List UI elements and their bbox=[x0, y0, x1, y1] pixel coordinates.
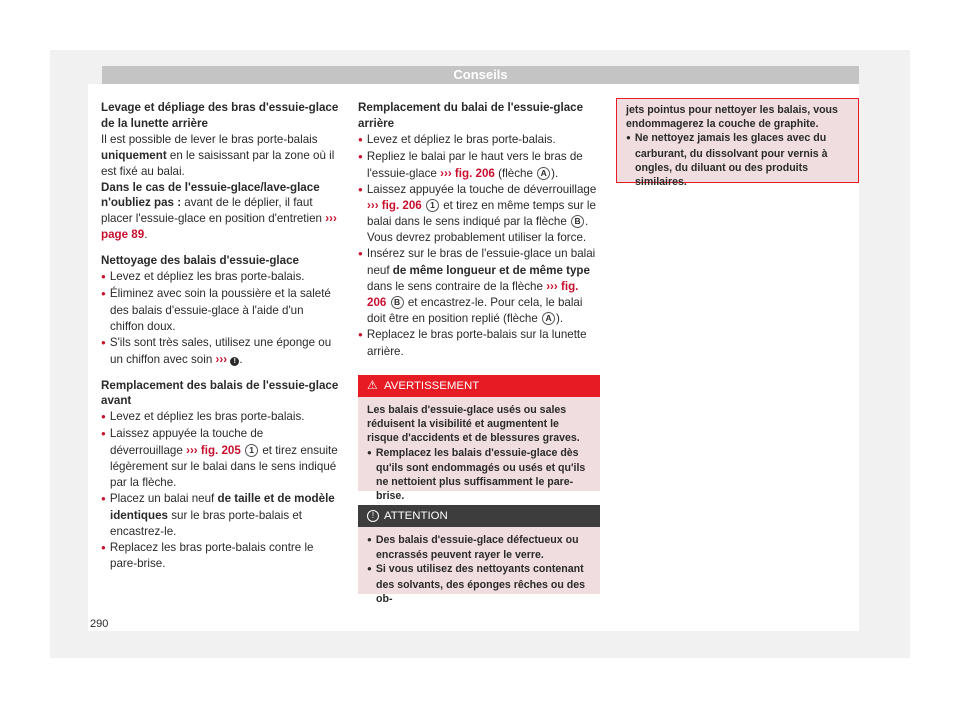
page-content bbox=[88, 84, 859, 631]
warning-bullet: ● Remplacez les balais d'essuie-glace dès qu'ils sont endommagés ou usés et qu'ils ne nettoient plus suffisamment le pare-brise. bbox=[367, 446, 591, 504]
callout-b: B bbox=[571, 215, 584, 228]
link-page-89[interactable]: ››› page 89 bbox=[101, 212, 337, 242]
callout-a: A bbox=[542, 312, 555, 325]
page-number: 290 bbox=[90, 618, 109, 630]
column-2 bbox=[358, 100, 598, 360]
callout-1: 1 bbox=[245, 444, 258, 457]
continuation-text: jets pointus pour nettoyer les balais, vous endommagerez la couche de graphite. bbox=[626, 104, 838, 131]
continuation-bullet: ● Ne nettoyez jamais les glaces avec du carburant, du dissolvant pour vernis à ongles, du diluant ou des produits similaires. bbox=[626, 131, 849, 189]
list-item: ● Repliez le balai par le haut vers le bras de l'essuie-glace ››› fig. 206 (flèche A ). bbox=[358, 149, 598, 182]
link-fig-205[interactable]: ››› fig. 205 bbox=[186, 444, 241, 458]
attention-bullet: ● Des balais d'essuie-glace défectueux ou encrassés peuvent rayer le verre. bbox=[367, 533, 591, 562]
callout-a: A bbox=[537, 167, 550, 180]
list-item: ● Levez et dépliez les bras porte-balais. bbox=[101, 269, 339, 286]
attention-body bbox=[358, 527, 600, 612]
list-item: ● Éliminez avec soin la poussière et la saleté des balais d'essuie-glace à l'aide d'un chiffon doux. bbox=[101, 286, 339, 335]
heading-rear-lift: Levage et dépliage des bras d'essuie-glace de la lunette arrière bbox=[101, 101, 339, 130]
attention-icon: ! bbox=[367, 510, 379, 522]
paragraph-washer: Dans le cas de l'essuie-glace/lave-glace n'oubliez pas : avant de le déplier, il faut placer l'essuie-glace en position d'entretien ››› page 89. bbox=[101, 180, 337, 242]
info-icon: ! bbox=[230, 357, 239, 366]
heading-rear-replace: Remplacement du balai de l'essuie-glace arrière bbox=[358, 101, 584, 130]
list-item: ● Levez et dépliez les bras porte-balais. bbox=[101, 409, 339, 426]
link-warning[interactable]: ››› bbox=[215, 352, 228, 366]
callout-b: B bbox=[391, 296, 404, 309]
attention-bullet: ● Si vous utilisez des nettoyants contenant des solvants, des éponges rêches ou des ob- bbox=[367, 562, 591, 606]
warning-body bbox=[358, 397, 600, 509]
link-fig-206[interactable]: ››› fig. 206 bbox=[367, 279, 579, 309]
column-1 bbox=[101, 100, 339, 572]
list-item: ● S'ils sont très sales, utilisez une éponge ou un chiffon avec soin ››› ! . bbox=[101, 335, 339, 368]
continuation-body bbox=[617, 99, 858, 193]
list-item: ● Insérez sur le bras de l'essuie-glace un balai neuf de même longueur et de même type dans le sens contraire de la flèche ››› fig. 206 B et encastrez-le. Pour cela, le balai doit être en position replié (flèche A ). bbox=[358, 246, 598, 327]
warning-box bbox=[358, 375, 600, 503]
warning-text: Les balais d'essuie-glace usés ou sales réduisent la visibilité et augmentent le risque d'accidents et de blessures graves. bbox=[367, 404, 580, 445]
paragraph-lift: Il est possible de lever le bras porte-balais uniquement en le saisissant par la zone où il est fixé au balai. bbox=[101, 132, 335, 178]
attention-title: ATTENTION bbox=[384, 509, 448, 522]
continuation-box bbox=[616, 98, 859, 189]
warning-title: AVERTISSEMENT bbox=[384, 379, 480, 392]
link-fig-206[interactable]: ››› fig. 206 bbox=[440, 166, 495, 180]
link-fig-206[interactable]: ››› fig. 206 bbox=[367, 199, 422, 213]
warning-header bbox=[358, 375, 600, 397]
list-item: ● Replacez les bras porte-balais contre le pare-brise. bbox=[101, 540, 339, 573]
attention-header bbox=[358, 505, 600, 527]
list-item: ● Placez un balai neuf de taille et de modèle identiques sur le bras porte-balais et encastrez-le. bbox=[101, 491, 339, 540]
heading-front-replace: Remplacement des balais de l'essuie-glace avant bbox=[101, 378, 339, 408]
callout-1: 1 bbox=[426, 199, 439, 212]
list-item: ● Laissez appuyée la touche de déverrouillage ››› fig. 206 1 et tirez en même temps sur le balai dans le sens indiqué par la flèche B . Vous devrez probablement utiliser la force. bbox=[358, 182, 598, 247]
heading-cleaning: Nettoyage des balais d'essuie-glace bbox=[101, 254, 299, 268]
list-item: ● Levez et dépliez le bras porte-balais. bbox=[358, 132, 598, 149]
section-header: Conseils bbox=[102, 66, 859, 84]
attention-box bbox=[358, 505, 600, 605]
list-item: ● Laissez appuyée la touche de déverrouillage ››› fig. 205 1 et tirez ensuite légèrement sur le balai dans le sens indiqué par la flèche. bbox=[101, 426, 339, 491]
warning-triangle-icon: ⚠ bbox=[367, 378, 378, 392]
list-item: ● Replacez le bras porte-balais sur la lunette arrière. bbox=[358, 327, 598, 360]
